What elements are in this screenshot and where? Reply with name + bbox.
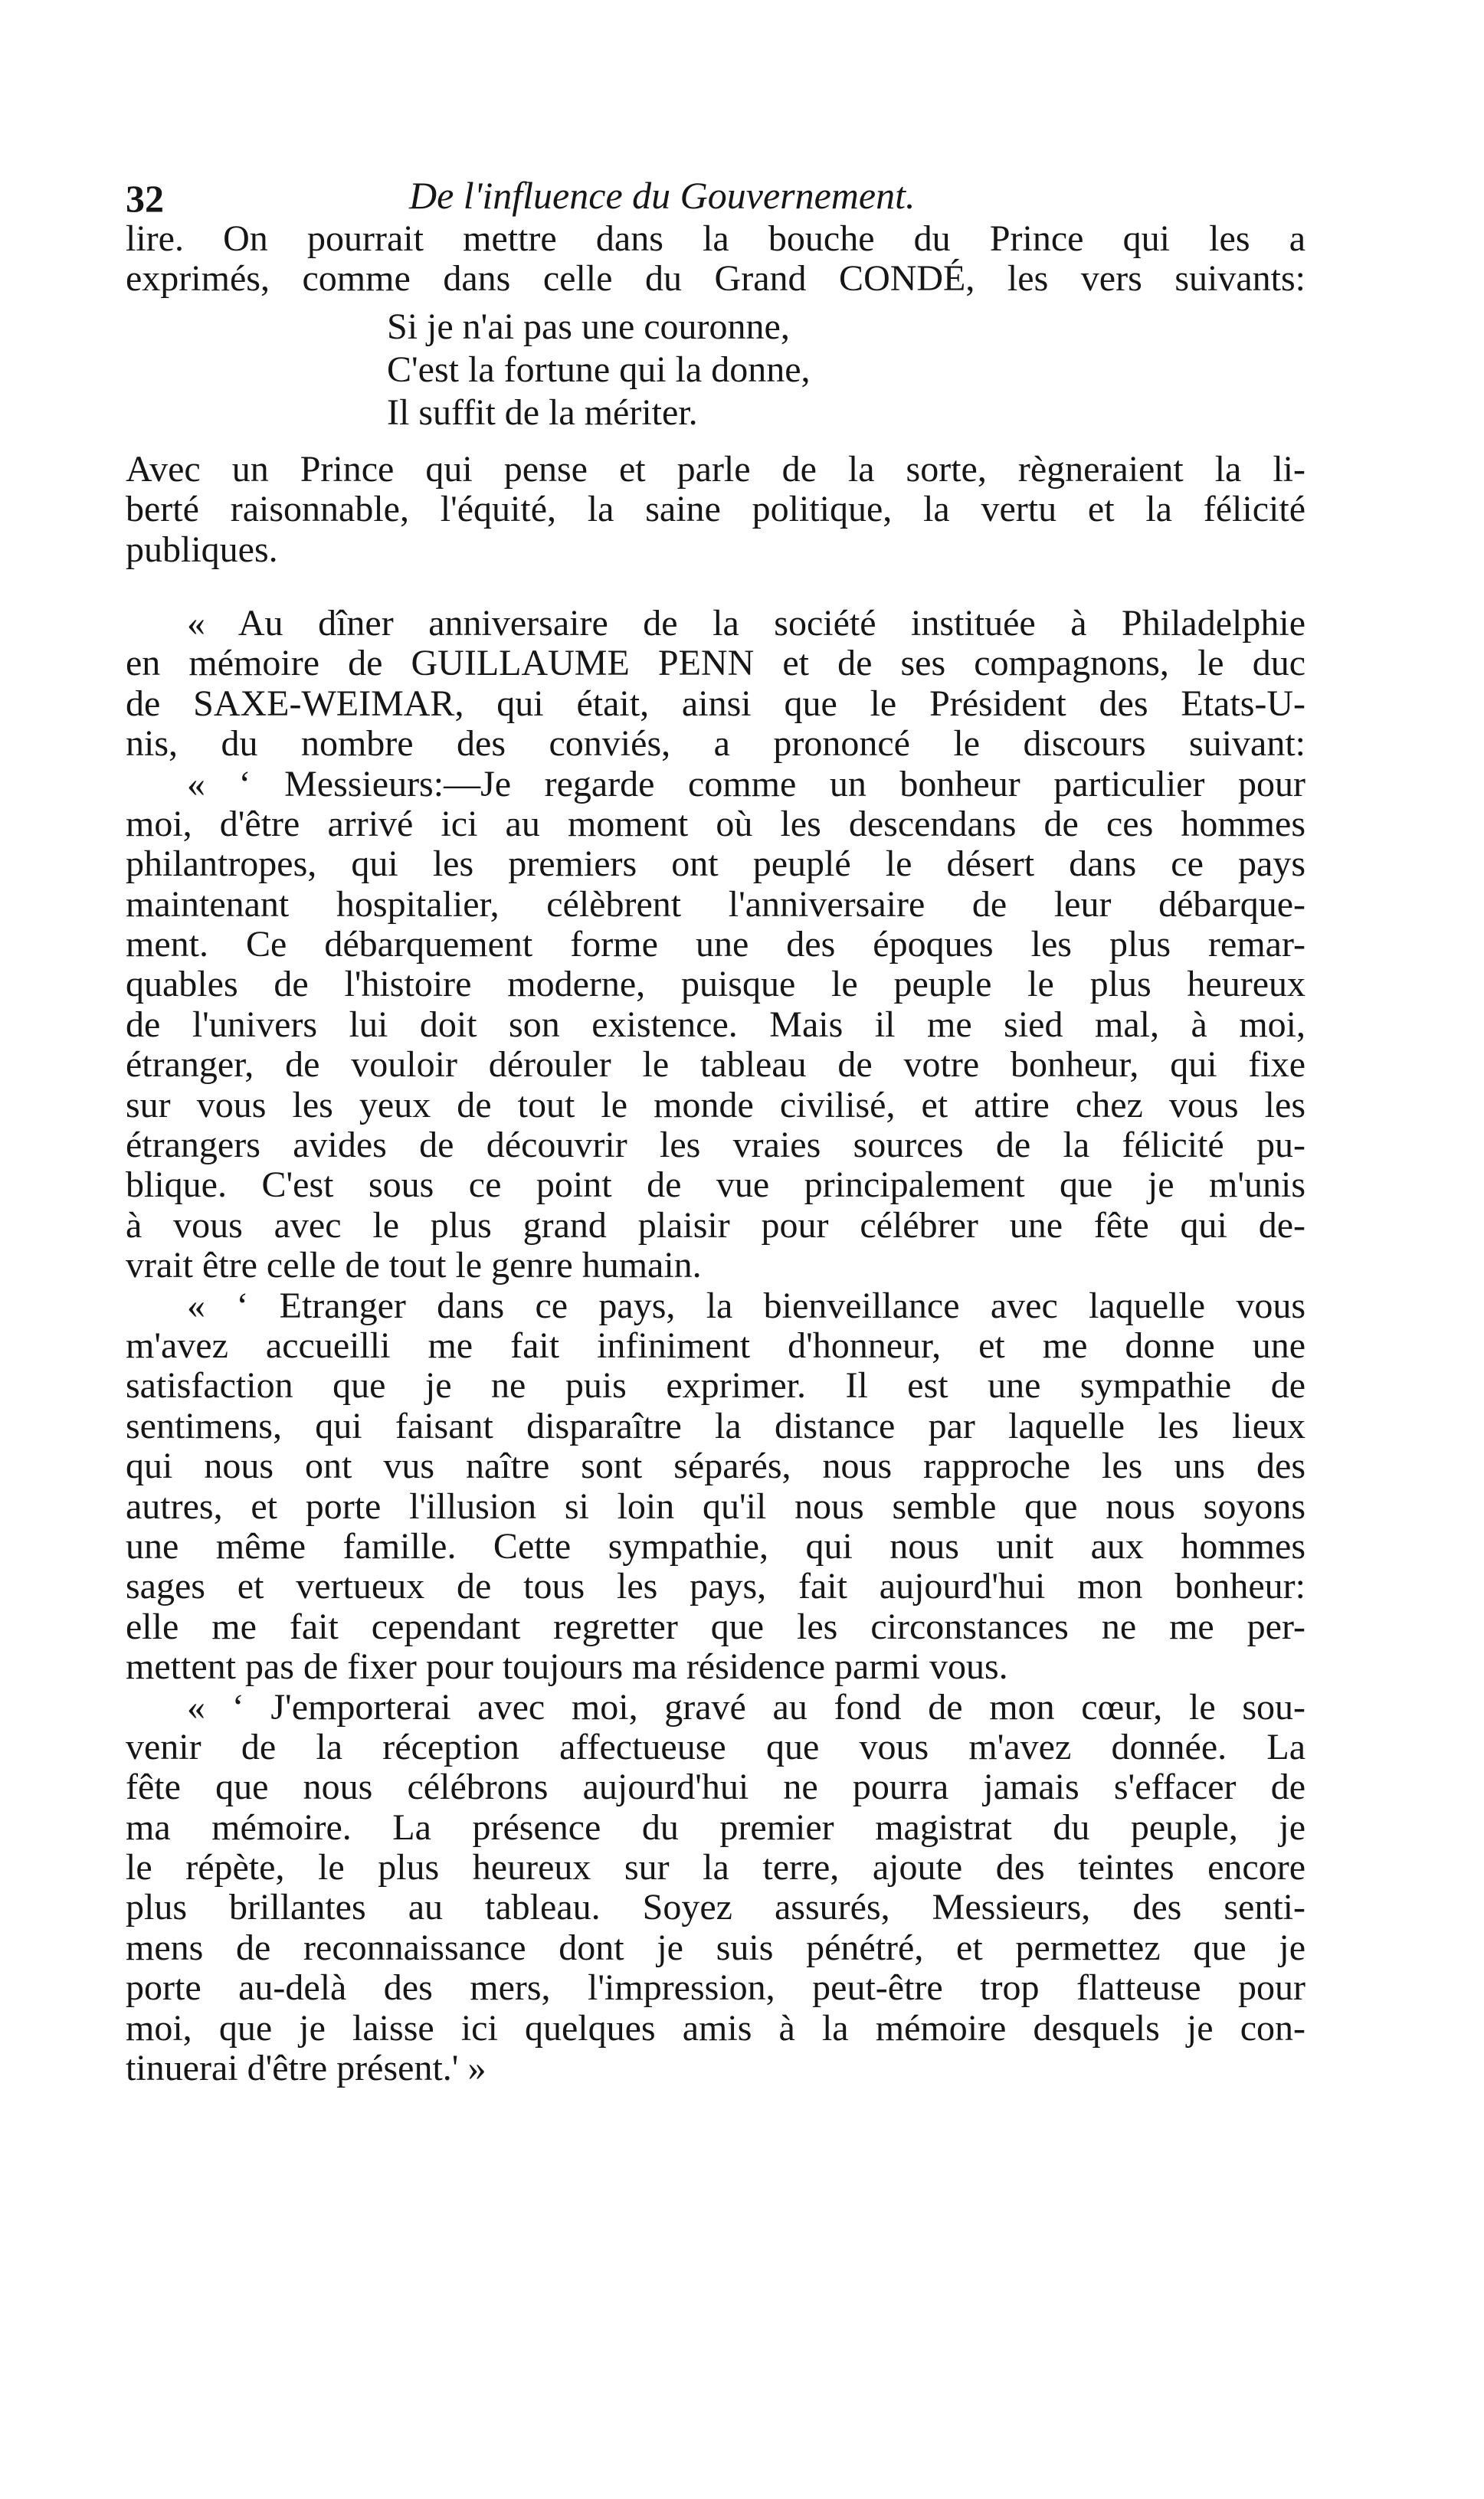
text-line: m'avez accueilli me fait infiniment d'honneur, et me donne une bbox=[126, 1325, 1305, 1366]
text-line: tinuerai d'être présent.' » bbox=[126, 2048, 486, 2089]
text-line: mettent pas de fixer pour toujours ma résidence parmi vous. bbox=[126, 1646, 1008, 1688]
spacer bbox=[126, 441, 1305, 450]
text-line: quables de l'histoire moderne, puisque le peuple le plus heureux bbox=[126, 964, 1305, 1005]
text-line: étranger, de vouloir dérouler le tableau de votre bonheur, qui fixe bbox=[126, 1044, 1305, 1086]
running-title: De l'influence du Gouvernement. bbox=[409, 174, 916, 217]
text-line: venir de la réception affectueuse que vous m'avez donnée. La bbox=[126, 1726, 1305, 1767]
text-line: porte au-delà des mers, l'impression, peut-être trop flatteuse pour bbox=[126, 1967, 1305, 2009]
text-line: mens de reconnaissance dont je suis pénétré, et permettez que je bbox=[126, 1927, 1305, 1968]
text-line: satisfaction que je ne puis exprimer. Il est une sympathie de bbox=[126, 1365, 1305, 1407]
text-line: étrangers avides de découvrir les vraies sources de la félicité pu- bbox=[126, 1125, 1305, 1166]
text-line: nis, du nombre des conviés, a prononcé le discours suivant: bbox=[126, 723, 1305, 765]
text-line: plus brillantes au tableau. Soyez assurés, Messieurs, des senti- bbox=[126, 1887, 1305, 1928]
text-line: de SAXE-WEIMAR, qui était, ainsi que le Président des Etats-U- bbox=[126, 683, 1305, 724]
text-line: ma mémoire. La présence du premier magistrat du peuple, je bbox=[126, 1806, 1305, 1848]
paragraph-3 bbox=[126, 604, 1305, 2088]
text-line: « ‘ Messieurs:—Je regarde comme un bonheur particulier pour bbox=[187, 763, 1305, 804]
text-line: « ‘ Etranger dans ce pays, la bienveillance avec laquelle vous bbox=[187, 1285, 1305, 1326]
text-line: sages et vertueux de tous les pays, fait aujourd'hui mon bonheur: bbox=[126, 1566, 1305, 1607]
verse-line: Si je n'ai pas une couronne, bbox=[387, 306, 790, 347]
text-line: une même famille. Cette sympathie, qui nous unit aux hommes bbox=[126, 1525, 1305, 1567]
text-line: sur vous les yeux de tout le monde civilisé, et attire chez vous les bbox=[126, 1084, 1305, 1125]
text-line: publiques. bbox=[126, 529, 278, 570]
text-line: de l'univers lui doit son existence. Mais il me sied mal, à moi, bbox=[126, 1004, 1305, 1045]
verse-line: C'est la fortune qui la donne, bbox=[387, 349, 811, 390]
text-line: maintenant hospitalier, célèbrent l'anniversaire de leur débarque- bbox=[126, 883, 1305, 925]
text-line: Avec un Prince qui pense et parle de la sorte, règneraient la li- bbox=[126, 448, 1305, 490]
text-line: « Au dîner anniversaire de la société instituée à Philadelphie bbox=[187, 602, 1305, 644]
verse-quotation bbox=[387, 306, 1305, 434]
text-line: exprimés, comme dans celle du Grand CONDÉ, les vers suivants: bbox=[126, 258, 1305, 300]
text-line: sentimens, qui faisant disparaître la distance par laquelle les lieux bbox=[126, 1405, 1305, 1446]
text-line: ment. Ce débarquement forme une des époques les plus remar- bbox=[126, 924, 1305, 965]
text-line: lire. On pourrait mettre dans la bouche du Prince qui les a bbox=[126, 218, 1305, 259]
text-line: en mémoire de GUILLAUME PENN et de ses compagnons, le duc bbox=[126, 643, 1305, 684]
text-line: vrait être celle de tout le genre humain. bbox=[126, 1245, 702, 1286]
text-line: moi, d'être arrivé ici au moment où les descendans de ces hommes bbox=[126, 803, 1305, 844]
text-line: fête que nous célébrons aujourd'hui ne pourra jamais s'effacer de bbox=[126, 1767, 1305, 1808]
running-head bbox=[126, 165, 1305, 219]
paragraph-1 bbox=[126, 219, 1305, 300]
paragraph-2 bbox=[126, 450, 1305, 570]
verse-line: Il suffit de la mériter. bbox=[387, 391, 698, 433]
text-line: philantropes, qui les premiers ont peuplé le désert dans ce pays bbox=[126, 843, 1305, 885]
page-number: 32 bbox=[126, 177, 164, 220]
text-line: elle me fait cependant regretter que les circonstances ne me per- bbox=[126, 1606, 1305, 1647]
text-line: blique. C'est sous ce point de vue principalement que je m'unis bbox=[126, 1164, 1305, 1206]
text-line: « ‘ J'emporterai avec moi, gravé au fond de mon cœur, le sou- bbox=[187, 1686, 1305, 1728]
text-line: moi, que je laisse ici quelques amis à la mémoire desquels je con- bbox=[126, 2007, 1305, 2049]
book-page bbox=[126, 165, 1305, 2088]
text-line: autres, et porte l'illusion si loin qu'il nous semble que nous soyons bbox=[126, 1485, 1305, 1527]
text-line: berté raisonnable, l'équité, la saine politique, la vertu et la félicité bbox=[126, 489, 1305, 530]
text-line: qui nous ont vus naître sont séparés, nous rapproche les uns des bbox=[126, 1446, 1305, 1487]
text-line: à vous avec le plus grand plaisir pour célébrer une fête qui de- bbox=[126, 1204, 1305, 1246]
text-line: le répète, le plus heureux sur la terre, ajoute des teintes encore bbox=[126, 1847, 1305, 1888]
spacer bbox=[126, 570, 1305, 604]
